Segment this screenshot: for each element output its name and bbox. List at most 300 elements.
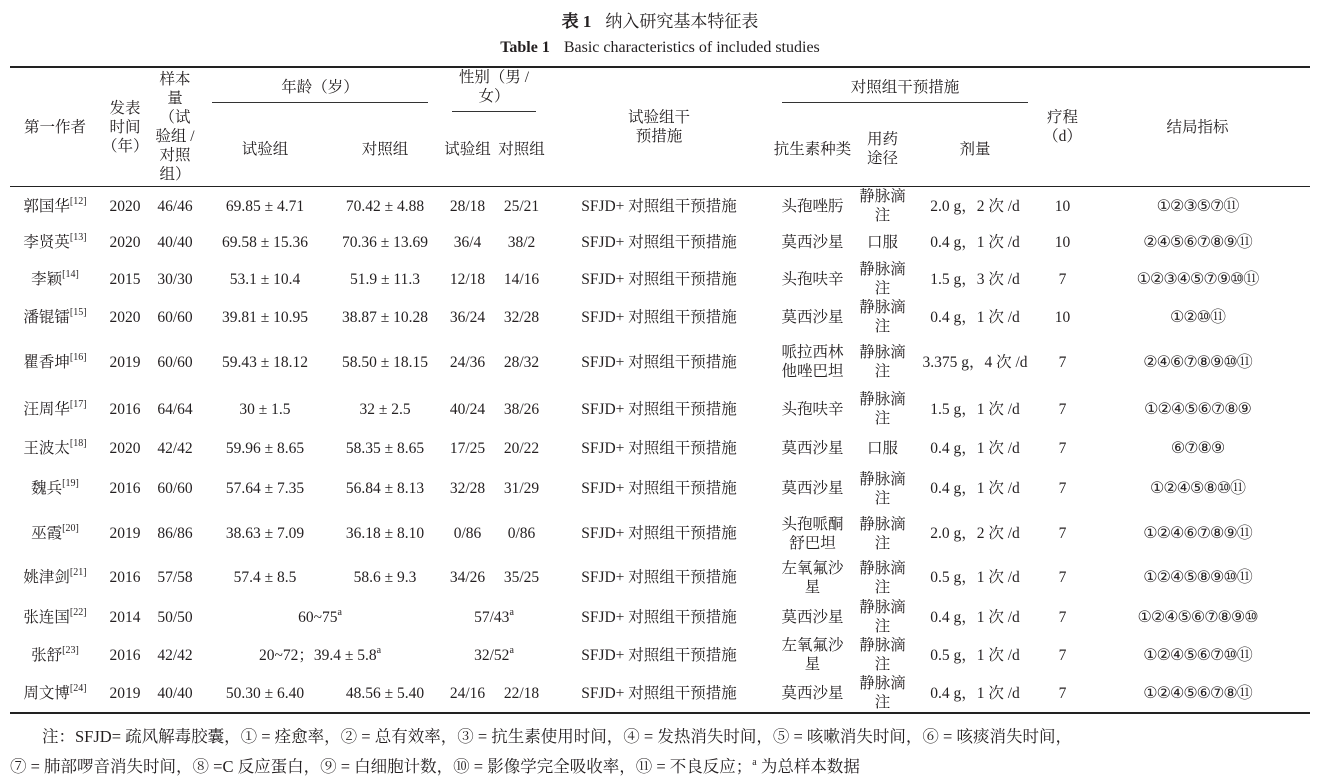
year-cell-text: 2015 <box>109 270 141 288</box>
sex-ctrl-cell <box>495 557 548 598</box>
sample-cell-text: 64/64 <box>157 400 193 418</box>
author-cell <box>10 187 100 226</box>
route-cell <box>855 510 910 557</box>
course-cell-text: 7 <box>1058 480 1067 497</box>
sex-exp-cell-text: 0/86 <box>453 525 482 542</box>
author-cell <box>10 598 100 636</box>
note-line-2-text: ⑦ = 肺部啰音消失时间，⑧ =C 反应蛋白，⑨ = 白细胞计数，⑩ = 影像学完全吸收率，⑪ = 不良反应； <box>10 757 753 776</box>
dose-cell-text: 0.4 g，1 次 /d <box>930 308 1020 326</box>
course-cell <box>1040 598 1085 636</box>
sex-exp-cell-text: 32/28 <box>449 480 486 497</box>
sex-ctrl-cell <box>495 187 548 226</box>
age-total-cell-text: 60~75 <box>298 608 338 626</box>
table-label-cn: 表 1 <box>561 12 592 31</box>
route-cell <box>855 557 910 598</box>
sample-cell <box>150 388 200 430</box>
intervention-cell <box>548 430 770 467</box>
year-cell-text: 2020 <box>109 308 141 326</box>
sample-cell-text: 42/42 <box>157 440 193 457</box>
intervention-cell-text: SFJD+ 对照组干预措施 <box>581 525 737 542</box>
sample-cell <box>150 260 200 298</box>
antibiotic-cell-text: 莫西沙星 <box>781 684 844 702</box>
author-cell-superscript: [17] <box>69 398 87 410</box>
sample-cell <box>150 225 200 260</box>
sample-cell-text: 86/86 <box>157 525 193 542</box>
sample-cell-text: 60/60 <box>157 353 193 371</box>
antibiotic-cell-text: 莫西沙星 <box>781 234 844 251</box>
author-cell-superscript: [20] <box>62 523 79 534</box>
outcome-cell <box>1085 467 1310 510</box>
outcome-cell <box>1085 187 1310 226</box>
dose-cell-text: 1.5 g，3 次 /d <box>930 270 1020 288</box>
sex-total-cell <box>440 636 548 674</box>
dose-cell <box>910 187 1040 226</box>
course-cell-text: 7 <box>1058 684 1067 702</box>
route-cell-text: 静脉滴注 <box>859 637 906 673</box>
table-title-text-cn: 纳入研究基本特征表 <box>605 12 759 31</box>
dose-cell <box>910 430 1040 467</box>
dose-cell-text: 0.4 g，1 次 /d <box>930 684 1020 702</box>
antibiotic-cell <box>770 674 855 713</box>
table-row <box>10 388 1310 430</box>
antibiotic-cell <box>770 636 855 674</box>
author-cell-text: 张舒 <box>31 646 63 664</box>
age-exp-cell <box>200 298 330 336</box>
sex-exp-cell <box>440 430 495 467</box>
route-cell-text: 静脉滴注 <box>859 675 906 711</box>
age-ctrl-cell-text: 48.56 ± 5.40 <box>345 684 425 702</box>
sex-ctrl-cell-text: 32/28 <box>503 308 540 326</box>
route-cell-text: 静脉滴注 <box>859 470 906 507</box>
sex-total-cell-superscript: a <box>509 606 514 618</box>
age-ctrl-cell-text: 58.6 ± 9.3 <box>353 569 417 586</box>
antibiotic-cell <box>770 598 855 636</box>
table-row <box>10 510 1310 557</box>
route-cell-text: 静脉滴注 <box>859 188 906 224</box>
table-row <box>10 636 1310 674</box>
author-cell-superscript: [13] <box>69 232 87 243</box>
route-cell-text: 静脉滴注 <box>859 599 906 635</box>
header-dose: 剂量 <box>910 112 1040 187</box>
outcome-cell-text: ⑥⑦⑧⑨ <box>1170 440 1225 457</box>
sex-ctrl-cell <box>495 225 548 260</box>
age-exp-cell-text: 57.4 ± 8.5 <box>233 569 297 586</box>
year-cell-text: 2020 <box>109 440 141 457</box>
header-age-label: 年龄（岁） <box>212 78 428 103</box>
author-cell-superscript: [15] <box>69 306 87 318</box>
antibiotic-cell <box>770 260 855 298</box>
sample-cell <box>150 510 200 557</box>
intervention-cell <box>548 336 770 388</box>
sex-ctrl-cell-text: 22/18 <box>503 684 540 702</box>
sex-ctrl-cell <box>495 298 548 336</box>
author-cell-text: 潘锟镭 <box>23 308 70 326</box>
antibiotic-cell-text: 头孢唑肟 <box>781 197 844 215</box>
table-row <box>10 336 1310 388</box>
author-cell-superscript: [18] <box>69 438 87 449</box>
author-cell-superscript: [12] <box>69 195 87 207</box>
age-ctrl-cell-text: 70.42 ± 4.88 <box>345 197 425 215</box>
sex-exp-cell <box>440 510 495 557</box>
dose-cell <box>910 557 1040 598</box>
intervention-cell-text: SFJD+ 对照组干预措施 <box>581 400 737 418</box>
sex-ctrl-cell-text: 20/22 <box>503 440 540 457</box>
sample-cell <box>150 467 200 510</box>
table-title-cn <box>10 11 1310 33</box>
header-sample: 样本量（试验组 / 对照组） <box>150 67 200 187</box>
sex-exp-cell-text: 17/25 <box>449 440 486 457</box>
antibiotic-cell-text: 哌拉西林他唑巴坦 <box>781 344 844 380</box>
course-cell <box>1040 636 1085 674</box>
intervention-cell <box>548 510 770 557</box>
sex-total-cell-text: 32/52 <box>474 646 510 664</box>
author-cell-text: 李颖 <box>31 270 63 288</box>
sex-exp-cell <box>440 388 495 430</box>
course-cell-text: 7 <box>1058 569 1067 586</box>
dose-cell <box>910 674 1040 713</box>
outcome-cell-text: ①②④⑤⑥⑦⑧⑪ <box>1143 684 1252 702</box>
sex-exp-cell <box>440 557 495 598</box>
course-cell <box>1040 388 1085 430</box>
dose-cell-text: 3.375 g，4 次 /d <box>922 353 1028 371</box>
outcome-cell <box>1085 598 1310 636</box>
antibiotic-cell <box>770 388 855 430</box>
age-ctrl-cell-text: 58.50 ± 18.15 <box>342 353 429 371</box>
year-cell <box>100 388 150 430</box>
year-cell <box>100 260 150 298</box>
sample-cell-text: 60/60 <box>157 480 193 497</box>
age-exp-cell <box>200 187 330 226</box>
intervention-cell <box>548 225 770 260</box>
antibiotic-cell-text: 莫西沙星 <box>781 608 844 626</box>
year-cell-text: 2020 <box>109 234 141 251</box>
outcome-cell-text: ①②④⑤⑥⑦⑧⑨⑩ <box>1137 608 1258 626</box>
antibiotic-cell <box>770 225 855 260</box>
route-cell <box>855 260 910 298</box>
sex-ctrl-cell <box>495 260 548 298</box>
route-cell-text: 口服 <box>867 234 899 251</box>
age-ctrl-cell <box>330 557 440 598</box>
course-cell-text: 7 <box>1058 353 1067 371</box>
author-cell-superscript: [19] <box>62 478 79 489</box>
outcome-cell-text: ①②④⑤⑥⑦⑩⑪ <box>1143 646 1252 664</box>
intervention-cell <box>548 674 770 713</box>
dose-cell <box>910 260 1040 298</box>
dose-cell <box>910 336 1040 388</box>
age-ctrl-cell-text: 36.18 ± 8.10 <box>345 525 425 542</box>
author-cell <box>10 225 100 260</box>
author-cell-text: 魏兵 <box>31 480 63 497</box>
dose-cell-text: 0.4 g，1 次 /d <box>930 480 1020 497</box>
author-cell-text: 张连国 <box>23 608 70 626</box>
sex-exp-cell-text: 34/26 <box>449 569 486 586</box>
course-cell <box>1040 336 1085 388</box>
antibiotic-cell <box>770 467 855 510</box>
table-row <box>10 260 1310 298</box>
age-exp-cell <box>200 225 330 260</box>
intervention-cell-text: SFJD+ 对照组干预措施 <box>581 197 737 215</box>
sex-exp-cell <box>440 187 495 226</box>
dose-cell <box>910 510 1040 557</box>
age-exp-cell <box>200 430 330 467</box>
antibiotic-cell <box>770 557 855 598</box>
antibiotic-cell-text: 头孢呋辛 <box>781 400 844 418</box>
age-ctrl-cell <box>330 430 440 467</box>
age-ctrl-cell-text: 51.9 ± 11.3 <box>350 270 420 288</box>
intervention-cell-text: SFJD+ 对照组干预措施 <box>581 569 737 586</box>
author-cell-superscript: [16] <box>69 351 87 363</box>
author-cell-text: 王波太 <box>23 440 70 457</box>
intervention-cell-text: SFJD+ 对照组干预措施 <box>581 270 737 288</box>
sex-exp-cell-text: 28/18 <box>449 197 486 215</box>
route-cell-text: 静脉滴注 <box>859 299 906 335</box>
dose-cell <box>910 388 1040 430</box>
table-row <box>10 430 1310 467</box>
outcome-cell <box>1085 260 1310 298</box>
outcome-cell-text: ①②④⑤⑥⑦⑧⑨ <box>1144 400 1251 418</box>
intervention-cell <box>548 187 770 226</box>
outcome-cell <box>1085 510 1310 557</box>
antibiotic-cell <box>770 430 855 467</box>
year-cell-text: 2019 <box>109 353 141 371</box>
author-cell <box>10 674 100 713</box>
author-cell-superscript: [24] <box>69 682 87 694</box>
year-cell <box>100 674 150 713</box>
table-title-text-en: Basic characteristics of included studies <box>563 39 820 56</box>
note-line-2 <box>10 756 1310 778</box>
author-cell <box>10 467 100 510</box>
age-total-cell-superscript: a <box>376 644 382 656</box>
route-cell <box>855 298 910 336</box>
age-exp-cell <box>200 557 330 598</box>
author-cell-text: 瞿香坤 <box>23 353 70 371</box>
sex-exp-cell <box>440 225 495 260</box>
header-exp-intervention: 试验组干预措施 <box>548 67 770 187</box>
course-cell-text: 10 <box>1054 308 1071 326</box>
age-exp-cell-text: 50.30 ± 6.40 <box>225 684 305 702</box>
sample-cell-text: 40/40 <box>157 684 193 702</box>
age-ctrl-cell <box>330 510 440 557</box>
author-cell <box>10 557 100 598</box>
course-cell <box>1040 187 1085 226</box>
dose-cell-text: 0.4 g，1 次 /d <box>930 234 1020 251</box>
outcome-cell <box>1085 674 1310 713</box>
author-cell-superscript: [23] <box>62 644 79 656</box>
antibiotic-cell-text: 左氧氟沙星 <box>781 637 844 673</box>
author-cell-text: 汪周华 <box>23 400 70 418</box>
age-total-cell <box>200 636 440 674</box>
table-row <box>10 598 1310 636</box>
age-ctrl-cell-text: 58.35 ± 8.65 <box>345 440 425 457</box>
sex-total-cell-superscript: a <box>509 644 514 656</box>
route-cell <box>855 467 910 510</box>
course-cell-text: 7 <box>1058 400 1067 418</box>
age-exp-cell <box>200 674 330 713</box>
table-title-en <box>10 38 1310 58</box>
age-exp-cell-text: 53.1 ± 10.4 <box>229 270 301 288</box>
year-cell <box>100 557 150 598</box>
year-cell <box>100 467 150 510</box>
route-cell-text: 静脉滴注 <box>859 515 906 552</box>
age-exp-cell-text: 57.64 ± 7.35 <box>225 480 305 497</box>
outcome-cell <box>1085 298 1310 336</box>
sex-ctrl-cell-text: 38/2 <box>507 234 536 251</box>
course-cell <box>1040 557 1085 598</box>
author-cell <box>10 430 100 467</box>
outcome-cell-text: ①②③④⑤⑦⑨⑩⑪ <box>1136 270 1259 288</box>
year-cell-text: 2019 <box>109 684 141 702</box>
age-exp-cell-text: 30 ± 1.5 <box>239 400 291 418</box>
sex-exp-cell-text: 36/24 <box>449 308 486 326</box>
author-cell-text: 周文博 <box>23 684 70 702</box>
route-cell <box>855 674 910 713</box>
sample-cell-text: 30/30 <box>157 270 193 288</box>
dose-cell <box>910 298 1040 336</box>
antibiotic-cell-text: 莫西沙星 <box>781 308 844 326</box>
sex-exp-cell <box>440 298 495 336</box>
header-age-exp: 试验组 <box>200 112 330 187</box>
header-year: 发表时间（年） <box>100 67 150 187</box>
age-total-cell <box>200 598 440 636</box>
antibiotic-cell-text: 左氧氟沙星 <box>781 559 844 596</box>
header-sex-exp: 试验组 <box>440 112 495 187</box>
header-age <box>200 67 440 112</box>
sample-cell <box>150 636 200 674</box>
author-cell-text: 巫霞 <box>31 525 63 542</box>
dose-cell <box>910 467 1040 510</box>
outcome-cell-text: ①②④⑥⑦⑧⑨⑪ <box>1143 525 1252 542</box>
course-cell-text: 10 <box>1054 234 1071 251</box>
year-cell-text: 2016 <box>109 480 141 497</box>
header-sex <box>440 67 548 112</box>
sample-cell <box>150 187 200 226</box>
outcome-cell-text: ①②③⑤⑦⑪ <box>1156 197 1239 215</box>
route-cell <box>855 187 910 226</box>
intervention-cell-text: SFJD+ 对照组干预措施 <box>581 440 737 457</box>
age-ctrl-cell <box>330 187 440 226</box>
author-cell <box>10 336 100 388</box>
age-total-cell-superscript: a <box>337 606 342 618</box>
sex-total-cell-text: 57/43 <box>474 608 510 626</box>
year-cell-text: 2014 <box>109 608 141 626</box>
year-cell <box>100 598 150 636</box>
author-cell <box>10 388 100 430</box>
author-cell-superscript: [21] <box>69 567 87 578</box>
intervention-cell <box>548 260 770 298</box>
sex-ctrl-cell <box>495 388 548 430</box>
note-tail: 为总样本数据 <box>756 757 860 776</box>
age-exp-cell <box>200 510 330 557</box>
table-label-en: Table 1 <box>500 39 550 56</box>
sex-ctrl-cell <box>495 430 548 467</box>
route-cell-text: 静脉滴注 <box>859 559 906 596</box>
course-cell-text: 7 <box>1058 608 1067 626</box>
sex-ctrl-cell-text: 28/32 <box>503 353 540 371</box>
course-cell <box>1040 225 1085 260</box>
intervention-cell-text: SFJD+ 对照组干预措施 <box>581 234 737 251</box>
age-ctrl-cell <box>330 225 440 260</box>
route-cell-text: 口服 <box>867 440 899 457</box>
age-ctrl-cell <box>330 260 440 298</box>
route-cell-text: 静脉滴注 <box>859 261 906 297</box>
age-exp-cell-text: 59.96 ± 8.65 <box>225 440 305 457</box>
age-exp-cell <box>200 388 330 430</box>
outcome-cell-text: ②④⑤⑥⑦⑧⑨⑪ <box>1143 234 1252 251</box>
sex-exp-cell <box>440 260 495 298</box>
year-cell <box>100 636 150 674</box>
sex-ctrl-cell <box>495 336 548 388</box>
sex-ctrl-cell-text: 31/29 <box>503 480 540 497</box>
route-cell <box>855 388 910 430</box>
antibiotic-cell-text: 头孢哌酮舒巴坦 <box>781 515 844 552</box>
age-exp-cell-text: 39.81 ± 10.95 <box>221 308 308 326</box>
sex-ctrl-cell-text: 0/86 <box>507 525 536 542</box>
intervention-cell <box>548 467 770 510</box>
sex-exp-cell <box>440 467 495 510</box>
age-ctrl-cell-text: 32 ± 2.5 <box>359 400 411 418</box>
course-cell <box>1040 674 1085 713</box>
year-cell-text: 2016 <box>109 569 141 586</box>
intervention-cell-text: SFJD+ 对照组干预措施 <box>581 480 737 497</box>
header-route: 用药途径 <box>855 112 910 187</box>
table-row <box>10 225 1310 260</box>
sample-cell-text: 46/46 <box>157 197 193 215</box>
route-cell <box>855 336 910 388</box>
sex-exp-cell <box>440 336 495 388</box>
age-ctrl-cell <box>330 336 440 388</box>
route-cell-text: 静脉滴注 <box>859 344 906 380</box>
table-body <box>10 187 1310 714</box>
outcome-cell <box>1085 225 1310 260</box>
sex-ctrl-cell <box>495 674 548 713</box>
author-cell-superscript: [14] <box>62 268 79 280</box>
dose-cell-text: 2.0 g，2 次 /d <box>930 525 1020 542</box>
age-ctrl-cell-text: 56.84 ± 8.13 <box>345 480 425 497</box>
course-cell-text: 7 <box>1058 440 1067 457</box>
outcome-cell <box>1085 336 1310 388</box>
course-cell-text: 7 <box>1058 525 1067 542</box>
age-exp-cell-text: 69.58 ± 15.36 <box>221 234 308 251</box>
characteristics-table <box>10 66 1310 714</box>
outcome-cell <box>1085 388 1310 430</box>
outcome-cell <box>1085 557 1310 598</box>
intervention-cell-text: SFJD+ 对照组干预措施 <box>581 353 737 371</box>
sex-exp-cell-text: 40/24 <box>449 400 486 418</box>
year-cell <box>100 298 150 336</box>
intervention-cell-text: SFJD+ 对照组干预措施 <box>581 684 737 702</box>
table-row <box>10 557 1310 598</box>
outcome-cell <box>1085 636 1310 674</box>
year-cell <box>100 225 150 260</box>
author-cell-superscript: [22] <box>69 606 87 618</box>
dose-cell <box>910 636 1040 674</box>
age-ctrl-cell-text: 70.36 ± 13.69 <box>342 234 429 251</box>
course-cell <box>1040 298 1085 336</box>
sample-cell-text: 42/42 <box>157 646 193 664</box>
sample-cell-text: 60/60 <box>157 308 193 326</box>
age-exp-cell-text: 59.43 ± 18.12 <box>221 353 308 371</box>
year-cell-text: 2020 <box>109 197 141 215</box>
sample-cell-text: 40/40 <box>157 234 193 251</box>
author-cell-text: 李贤英 <box>23 234 70 251</box>
dose-cell-text: 0.4 g，1 次 /d <box>930 440 1020 457</box>
sex-exp-cell <box>440 674 495 713</box>
outcome-cell <box>1085 430 1310 467</box>
sex-ctrl-cell <box>495 510 548 557</box>
author-cell <box>10 260 100 298</box>
age-exp-cell <box>200 260 330 298</box>
sex-ctrl-cell <box>495 467 548 510</box>
